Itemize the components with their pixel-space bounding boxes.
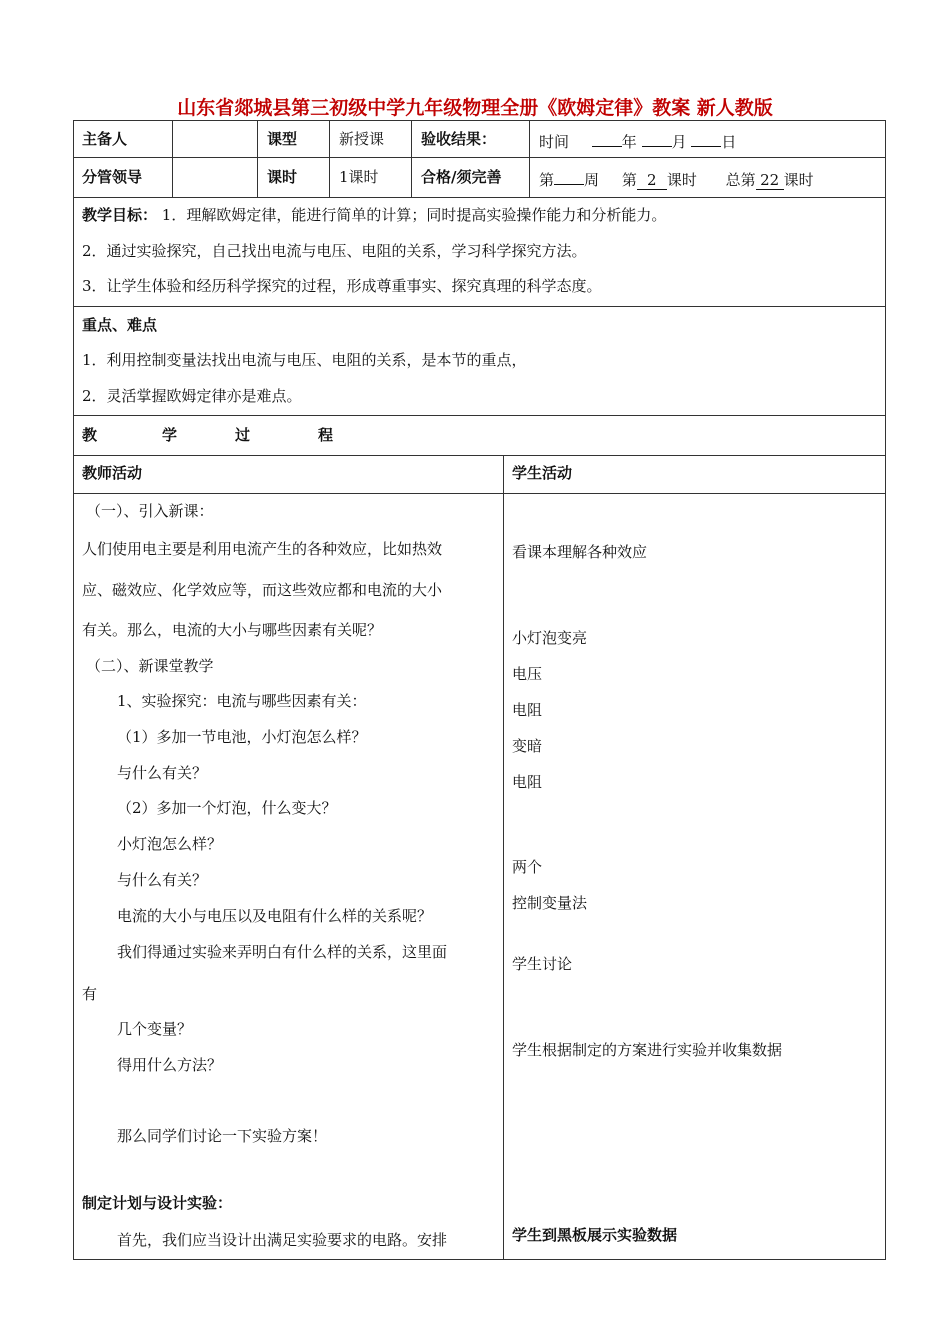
- row-divider: [73, 197, 886, 198]
- teacher-line: 小灯泡怎么样？: [117, 835, 223, 853]
- student-line-bold: 学生到黑板展示实验数据: [512, 1226, 678, 1244]
- teacher-line: （一）、引入新课：: [86, 502, 214, 520]
- teacher-line: （2）多加一个灯泡，什么变大？: [117, 799, 337, 817]
- teacher-line: 应、磁效应、化学效应等，而这些效应都和电流的大小: [82, 581, 443, 599]
- objective-line-1: [82, 204, 666, 225]
- document-title: 山东省郯城县第三初级中学九年级物理全册《欧姆定律》教案 新人教版: [177, 97, 773, 119]
- row-divider: [73, 455, 886, 456]
- qualified-label: 合格/须完善: [421, 168, 502, 186]
- student-line: 变暗: [512, 737, 543, 755]
- student-line: 看课本理解各种效应: [512, 543, 648, 561]
- student-line: 电压: [512, 665, 543, 683]
- col-divider: [329, 120, 330, 197]
- teacher-line: 得用什么方法？: [117, 1056, 223, 1074]
- schedule-field: [539, 166, 814, 190]
- objective-line-2: 2．通过实验探究，自己找出电流与电压、电阻的关系，学习科学探究方法。: [82, 242, 587, 260]
- student-line: 小灯泡变亮: [512, 629, 588, 647]
- student-line: 学生根据制定的方案进行实验并收集数据: [512, 1041, 783, 1059]
- col-divider: [172, 120, 173, 197]
- preparer-label: 主备人: [82, 130, 128, 148]
- teacher-line: 我们得通过实验来弄明白有什么样的关系，这里面: [117, 943, 448, 961]
- teacher-line: 1、实验探究：电流与哪些因素有关：: [117, 692, 367, 710]
- time-field: [539, 128, 736, 152]
- student-line: 电阻: [512, 701, 543, 719]
- acceptance-label: 验收结果：: [421, 130, 497, 148]
- month-label: 月: [671, 133, 687, 151]
- teacher-line: 与什么有关？: [117, 871, 208, 889]
- process-char-1: 教: [82, 426, 98, 444]
- month-blank: [642, 128, 672, 147]
- week-prefix: 第: [539, 171, 555, 189]
- activity-col-divider: [503, 455, 504, 1260]
- total-number: 22: [756, 171, 784, 190]
- process-char-2: 学: [162, 426, 178, 444]
- student-activity-header: 学生活动: [512, 464, 573, 482]
- teacher-line: 几个变量？: [117, 1020, 193, 1038]
- teacher-line: 有关。那么，电流的大小与哪些因素有关呢？: [82, 621, 383, 639]
- student-line: 两个: [512, 858, 543, 876]
- teacher-line: （1）多加一节电池，小灯泡怎么样？: [117, 728, 367, 746]
- teacher-line: （二）、新课堂教学: [86, 657, 214, 675]
- objectives-label: 教学目标：: [82, 206, 158, 224]
- row-divider: [73, 306, 886, 307]
- year-label: 年: [621, 133, 637, 151]
- period-label: 课时: [267, 168, 298, 186]
- lesson-number: 2: [637, 171, 667, 190]
- row-divider: [73, 493, 886, 494]
- lesson-suffix: 课时: [666, 171, 697, 189]
- teacher-line: 首先，我们应当设计出满足实验要求的电路。安排: [117, 1231, 448, 1249]
- teacher-line: 人们使用电主要是利用电流产生的各种效应，比如热效: [82, 540, 443, 558]
- key-points-label: 重点、难点: [82, 316, 158, 334]
- key-point-2: 2．灵活掌握欧姆定律亦是难点。: [82, 387, 302, 405]
- objective-line-3: 3．让学生体验和经历科学探究的过程，形成尊重事实、探究真理的科学态度。: [82, 277, 602, 295]
- col-divider: [411, 120, 412, 197]
- student-line: 电阻: [512, 773, 543, 791]
- course-type-value: 新授课: [339, 130, 385, 148]
- process-char-3: 过: [235, 426, 251, 444]
- time-label: 时间: [539, 133, 570, 151]
- row-divider: [73, 415, 886, 416]
- total-suffix: 课时: [783, 171, 814, 189]
- student-line: 学生讨论: [512, 955, 573, 973]
- week-blank: [554, 166, 584, 185]
- teacher-line: 与什么有关？: [117, 764, 208, 782]
- key-point-1: 1．利用控制变量法找出电流与电压、电阻的关系，是本节的重点，: [82, 351, 527, 369]
- leader-label: 分管领导: [82, 168, 143, 186]
- course-type-label: 课型: [267, 130, 298, 148]
- process-char-4: 程: [318, 426, 334, 444]
- period-value: 1课时: [339, 168, 379, 186]
- teacher-activity-header: 教师活动: [82, 464, 143, 482]
- teacher-line: 电流的大小与电压以及电阻有什么样的关系呢？: [117, 907, 433, 925]
- objective-text-1: 1．理解欧姆定律，能进行简单的计算；同时提高实验操作能力和分析能力。: [161, 206, 667, 224]
- day-label: 日: [721, 133, 737, 151]
- teacher-line: 那么同学们讨论一下实验方案！: [117, 1127, 328, 1145]
- col-divider: [257, 120, 258, 197]
- day-blank: [691, 128, 721, 147]
- col-divider: [529, 120, 530, 197]
- teacher-line: 有: [82, 985, 98, 1003]
- week-suffix: 周: [584, 171, 600, 189]
- row-divider: [73, 157, 886, 158]
- year-blank: [592, 128, 622, 147]
- student-line: 控制变量法: [512, 894, 588, 912]
- teacher-section-heading: 制定计划与设计实验：: [82, 1194, 233, 1212]
- total-prefix: 总第: [725, 171, 756, 189]
- lesson-prefix: 第: [621, 171, 637, 189]
